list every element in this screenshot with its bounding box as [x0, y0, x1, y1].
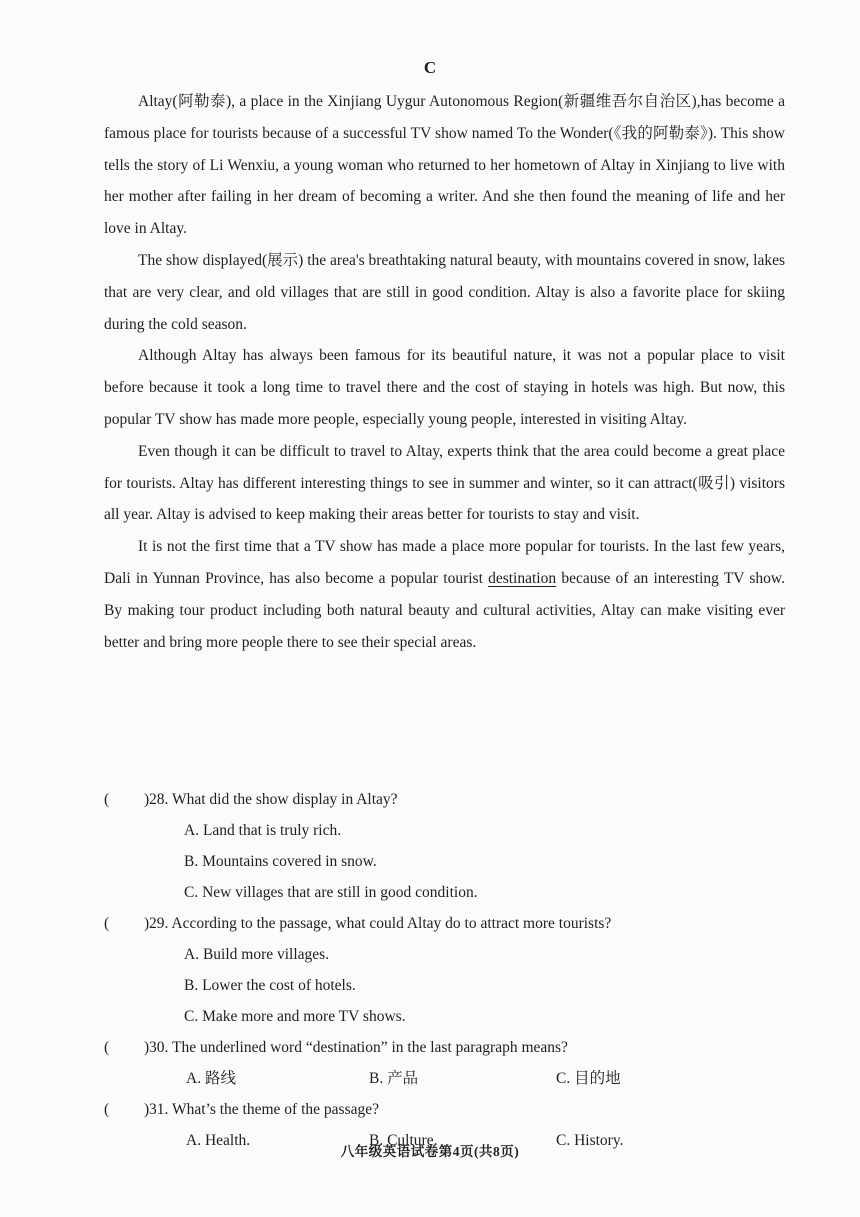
paragraph-3: Although Altay has always been famous for its beautiful nature, it was not a popular place to visit before because it took a long time to travel there and the cost of staying in hotels was high. But now, this popular TV show has made more people, especially young people, interested in visiting Altay. — [104, 347, 785, 428]
question-30 — [104, 1032, 804, 1063]
question-28 — [104, 784, 804, 815]
answer-blank-close: ) — [144, 1039, 150, 1056]
answer-blank-close: ) — [144, 791, 150, 808]
paragraph-5 — [104, 531, 785, 658]
option-b: B. Culture. — [369, 1132, 438, 1149]
option-b: B. Mountains covered in snow. — [184, 853, 377, 870]
paragraph-5-text-before: It is not the first time that a TV show has made a place more popular for tourists. In the last few years, Dali in Yunnan Province, has also become a popular tourist — [104, 538, 785, 587]
option-c: C. History. — [556, 1132, 624, 1149]
question-stem: 28. What did the show display in Altay? — [149, 791, 398, 808]
paragraph-4: Even though it can be difficult to travel to Altay, experts think that the area could become a great place for tourists. Altay has different interesting things to see in summer and winter, so it can attract(吸引) visitors all year. Altay is advised to keep making their areas better for tourists to stay and visit. — [104, 442, 785, 524]
option-b: B. Lower the cost of hotels. — [184, 977, 356, 994]
option-a: A. Health. — [186, 1132, 251, 1149]
section-heading: C — [423, 58, 437, 77]
answer-blank-open[interactable]: ( — [104, 1039, 110, 1056]
paragraph-2: The show displayed(展示) the area's breathtaking natural beauty, with mountains covered in snow, lakes that are very clear, and old villages that are still in good condition. Altay is also a favorite place for skiing during the cold season. — [104, 251, 785, 333]
paragraph-1: Altay(阿勒泰), a place in the Xinjiang Uygur Autonomous Region(新疆维吾尔自治区),has become a famous place for tourists because of a successful TV show named To the Wonder(《我的阿勒泰》). This show tells the story of Li Wenxiu, a young woman who returned to her hometown of Altay in Xinjiang to live with her mother after failing in her dream of becoming a writer. And she then found the meaning of life and her love in Altay. — [104, 93, 785, 238]
answer-blank-open[interactable]: ( — [104, 791, 110, 808]
option-c: C. Make more and more TV shows. — [184, 1008, 406, 1025]
option-a: A. Land that is truly rich. — [184, 822, 342, 839]
paragraph-5-text-after: because of an interesting TV show. By making tour product including both natural beauty and cultural activities, Altay can make visiting ever better and bring more people there to see their special areas. — [104, 569, 785, 651]
question-stem: 31. What’s the theme of the passage? — [149, 1101, 379, 1118]
option-a: A. 路线 — [186, 1070, 236, 1087]
reading-passage — [104, 86, 785, 658]
question-31 — [104, 1094, 804, 1125]
underlined-word: destination — [488, 569, 557, 587]
answer-blank-close: ) — [144, 915, 150, 932]
question-list — [104, 784, 804, 1156]
option-b: B. 产品 — [369, 1070, 419, 1087]
answer-blank-open[interactable]: ( — [104, 915, 110, 932]
question-29 — [104, 908, 804, 939]
page-footer: 八年级英语试卷第4页(共8页) — [340, 1144, 520, 1159]
question-stem: 30. The underlined word “destination” in the last paragraph means? — [149, 1039, 568, 1056]
answer-blank-close: ) — [144, 1101, 150, 1118]
option-a: A. Build more villages. — [184, 946, 330, 963]
answer-blank-open[interactable]: ( — [104, 1101, 110, 1118]
option-c: C. 目的地 — [556, 1070, 621, 1087]
options-row — [104, 1063, 804, 1094]
question-stem: 29. According to the passage, what could Altay do to attract more tourists? — [149, 915, 612, 932]
option-c: C. New villages that are still in good condition. — [184, 884, 478, 901]
